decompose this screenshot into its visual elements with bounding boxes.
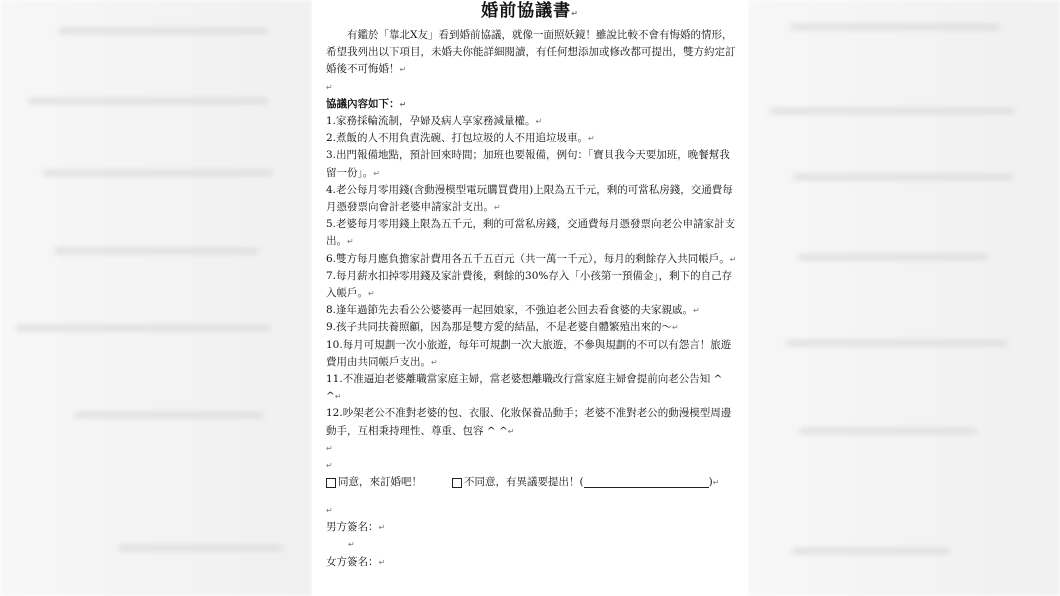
- agreement-item-6: 6.雙方每月應負擔家計費用各五千五百元（共一萬一千元），每月的剩餘存入共同帳戶。↵: [326, 252, 737, 265]
- agree-option-label: 同意，來訂婚吧！: [338, 476, 422, 489]
- blurred-text-line: [792, 548, 950, 554]
- groom-signature-label: 男方簽名：↵: [326, 521, 386, 534]
- blurred-text-line: [43, 170, 273, 176]
- document-title: 婚前協議書↵: [481, 1, 579, 21]
- blurred-background-right: [748, 0, 1060, 596]
- agreement-options: 同意，來訂婚吧！ 不同意，有異議要提出！( ) ↵: [326, 474, 740, 491]
- blurred-text-line: [793, 174, 1013, 180]
- agreement-item-7: 7.每月薪水扣掉零用錢及家計費後，剩餘的30%存入「小孩第一預備金」，剩下的自己存入帳戶。↵: [326, 269, 733, 300]
- agreement-item-1: 1.家務採輪流制，孕婦及病人享家務減量權。↵: [326, 115, 543, 128]
- agreement-item-9: 9.孩子共同扶養照顧，因為那是雙方愛的結晶，不是老婆自體繁殖出來的～↵: [326, 321, 679, 334]
- blurred-text-line: [786, 340, 1008, 346]
- objection-blank-field[interactable]: [584, 477, 709, 488]
- agreement-item-12: 12.吵架老公不准對老婆的包、衣服、化妝保養品動手；老婆不准對老公的動漫模型周邊動手，互相秉持理性、尊重、包容 ^ ^↵: [326, 407, 732, 437]
- blank-line: ↵: [326, 461, 333, 471]
- disagree-checkbox[interactable]: [452, 478, 462, 488]
- blurred-text-line: [54, 248, 259, 254]
- section-heading: 協議內容如下：↵: [326, 97, 407, 110]
- agreement-item-4: 4.老公每月零用錢(含動漫模型電玩購買費用)上限為五千元，剩的可當私房錢，交通費每月憑發票向會計老婆申請家計支出。↵: [326, 183, 733, 214]
- blurred-text-line: [16, 325, 271, 331]
- agree-checkbox[interactable]: [326, 478, 336, 488]
- blurred-text-line: [74, 412, 264, 418]
- blank-line: ↵: [326, 505, 333, 515]
- document-page: [312, 0, 748, 596]
- agreement-item-10: 10.每月可規劃一次小旅遊，每年可規劃一次大旅遊，不參與規劃的不可以有怨言！旅遊費用由共同帳戶支出。↵: [326, 338, 732, 368]
- blurred-text-line: [58, 28, 268, 34]
- blurred-text-line: [28, 98, 268, 104]
- blank-line: ↵: [326, 443, 333, 453]
- blurred-text-line: [799, 428, 977, 434]
- blurred-text-line: [118, 545, 283, 551]
- disagree-option-label: 不同意，有異議要提出！(: [464, 476, 584, 489]
- agreement-item-11: 11.不准逼迫老婆離職當家庭主婦，當老婆想離職改行當家庭主婦會提前向老公告知 ^ ^↵: [326, 373, 723, 403]
- blurred-text-line: [770, 108, 1015, 114]
- objection-close-parenthesis: ): [708, 476, 713, 489]
- introduction-paragraph: 有鑑於「靠北X友」看到婚前協議，就像一面照妖鏡！雖說比較不會有悔婚的情形，希望我列出以下項目，未婚夫你能詳細閱讀，有任何想添加或修改都可提出，雙方約定訂婚後不可悔婚！↵: [326, 29, 736, 76]
- blurred-background-left: [0, 0, 312, 596]
- agreement-item-8: 8.逢年過節先去看公公婆婆再一起回娘家，不強迫老公回去看食婆的夫家親戚。↵: [326, 304, 700, 317]
- agreement-item-5: 5.老婆每月零用錢上限為五千元，剩的可當私房錢，交通費每月憑發票向老公申請家計支出。↵: [326, 218, 736, 248]
- document-content: [326, 27, 740, 571]
- blurred-text-line: [790, 24, 1000, 30]
- agreement-item-2: 2.煮飯的人不用負責洗碗、打包垃圾的人不用追垃圾車。↵: [326, 132, 595, 145]
- groom-signature-blank: ↵: [348, 540, 355, 550]
- bride-signature-label: 女方簽名：↵: [326, 555, 386, 568]
- blurred-text-line: [798, 254, 988, 260]
- blank-line: ↵: [326, 82, 333, 92]
- agreement-item-3: 3.出門報備地點，預計回來時間；加班也要報備，例句：「寶貝我今天要加班，晚餐幫我留一份」。↵: [326, 149, 730, 179]
